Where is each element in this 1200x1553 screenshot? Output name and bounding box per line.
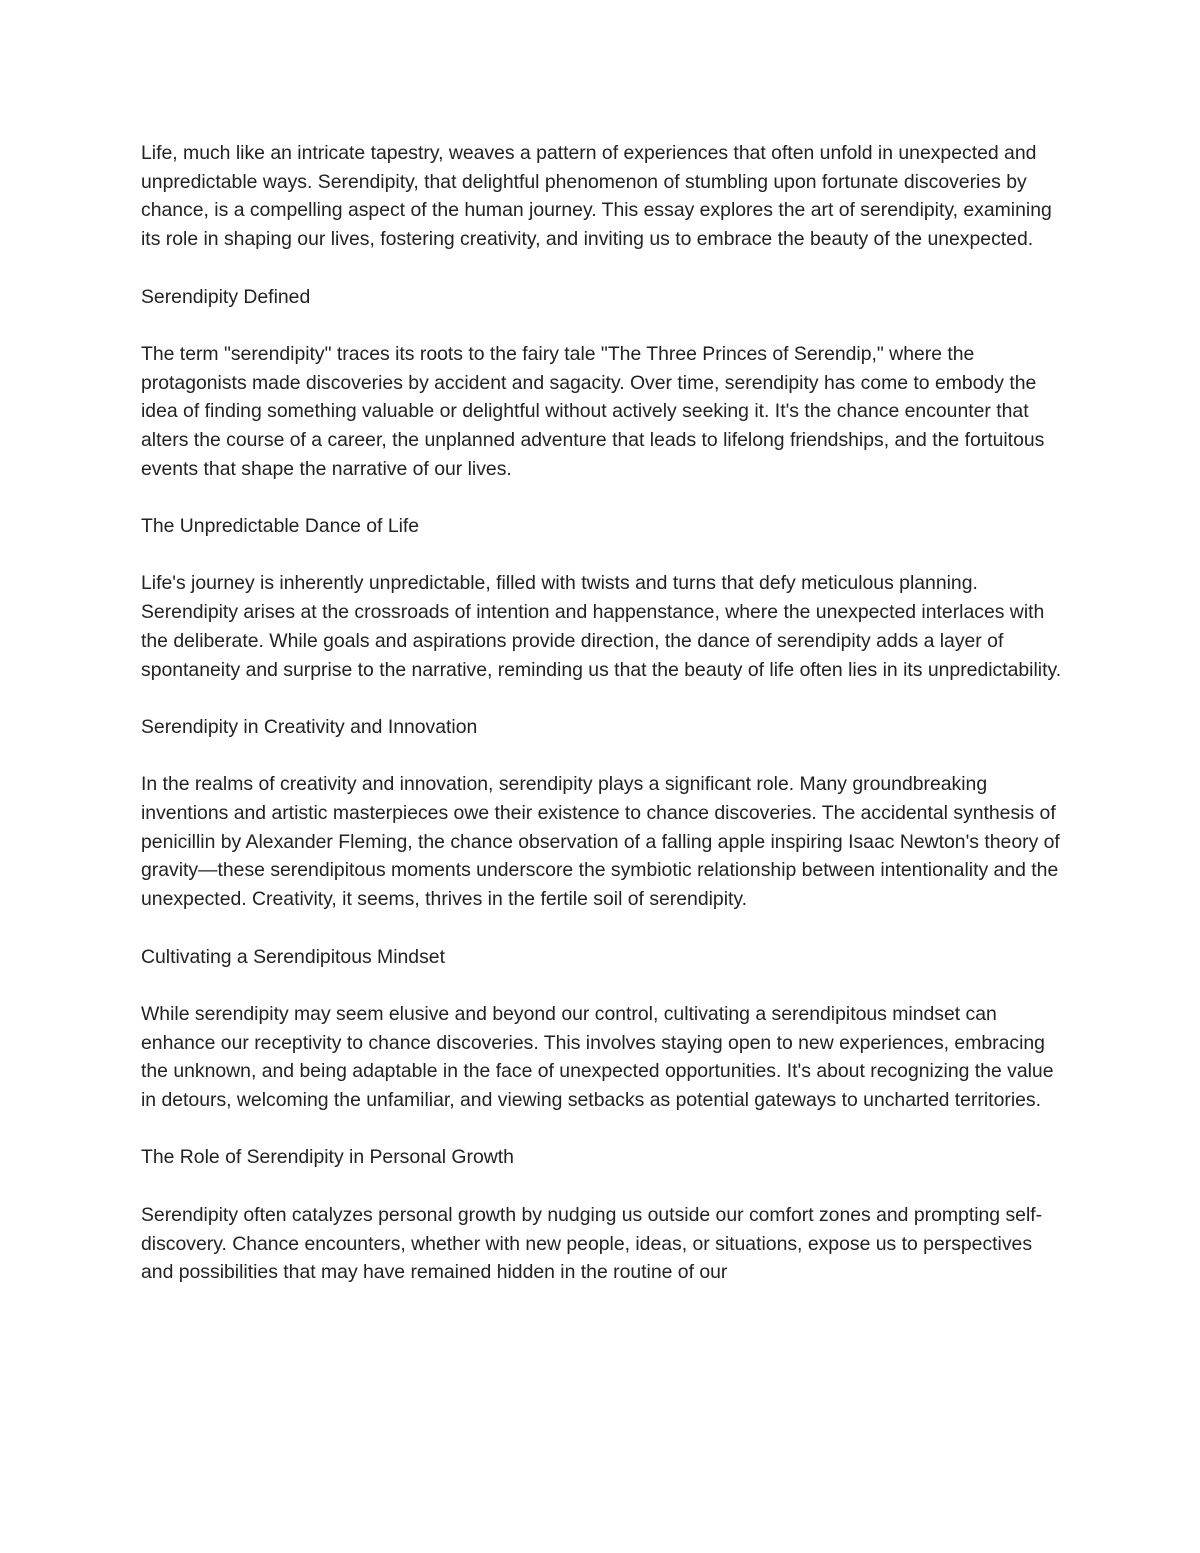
- section-heading-unpredictable-dance: The Unpredictable Dance of Life: [141, 515, 420, 538]
- paragraph-serendipity-defined: The term "serendipity" traces its roots to the fairy tale "The Three Princes of Serendip," where the protagonists made discoveries by accident and sagacity. Over time, serendipity has come to embody the idea of finding something valuable or delightful without actively seeking it. It's the chance encounter that alters the course of a career, the unplanned adventure that leads to lifelong friendships, and the fortuitous events that shape the narrative of our lives.: [141, 342, 1045, 480]
- section-heading-personal-growth: The Role of Serendipity in Personal Growth: [141, 1146, 514, 1169]
- paragraph-creativity-innovation: In the realms of creativity and innovation, serendipity plays a significant role. Many groundbreaking inventions and artistic masterpieces owe their existence to chance discoveries. The accidental synthesis of penicillin by Alexander Fleming, the chance observation of a falling apple inspiring Isaac Newton's theory of gravity—these serendipitous moments underscore the symbiotic relationship between intentionality and the unexpected. Creativity, it seems, thrives in the fertile soil of serendipity.: [141, 773, 1060, 911]
- document-body: [141, 139, 1066, 1316]
- section-heading-serendipity-defined: Serendipity Defined: [141, 285, 311, 308]
- section-heading-creativity-innovation: Serendipity in Creativity and Innovation: [141, 715, 478, 738]
- paragraph-serendipitous-mindset: While serendipity may seem elusive and beyond our control, cultivating a serendipitous mindset can enhance our receptivity to chance discoveries. This involves staying open to new experiences, embracing the unknown, and being adaptable in the face of unexpected opportunities. It's about recognizing the value in detours, welcoming the unfamiliar, and viewing setbacks as potential gateways to uncharted territories.: [141, 1002, 1054, 1112]
- paragraph-personal-growth: Serendipity often catalyzes personal growth by nudging us outside our comfort zones and prompting self-discovery. Chance encounters, whether with new people, ideas, or situations, expose us to perspectives and possibilities that may have remained hidden in the routine of our: [141, 1203, 1043, 1284]
- intro-paragraph: Life, much like an intricate tapestry, weaves a pattern of experiences that often unfold in unexpected and unpredictable ways. Serendipity, that delightful phenomenon of stumbling upon fortunate discoveries by chance, is a compelling aspect of the human journey. This essay explores the art of serendipity, examining its role in shaping our lives, fostering creativity, and inviting us to embrace the beauty of the unexpected.: [141, 142, 1052, 251]
- paragraph-unpredictable-dance: Life's journey is inherently unpredictable, filled with twists and turns that defy meticulous planning. Serendipity arises at the crossroads of intention and happenstance, where the unexpected interlaces with the deliberate. While goals and aspirations provide direction, the dance of serendipity adds a layer of spontaneity and surprise to the narrative, reminding us that the beauty of life often lies in its unpredictability.: [141, 572, 1062, 681]
- section-heading-serendipitous-mindset: Cultivating a Serendipitous Mindset: [141, 945, 445, 968]
